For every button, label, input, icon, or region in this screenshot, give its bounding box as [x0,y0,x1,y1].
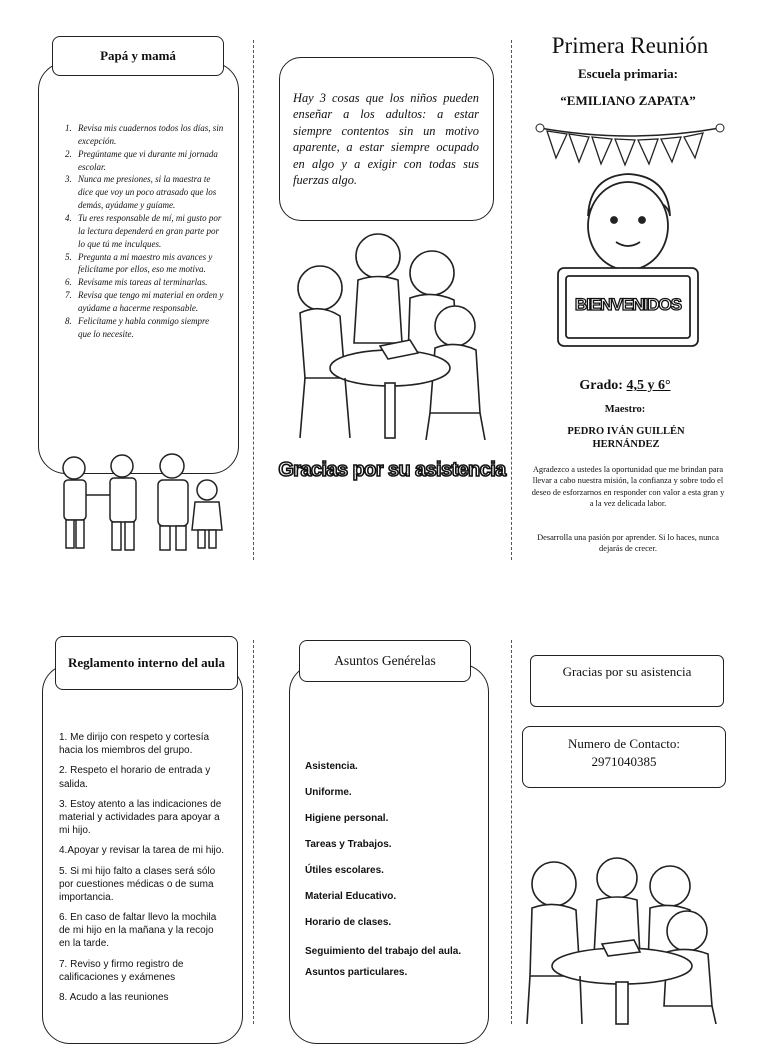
topics-tab-title: Asuntos Genérelas [334,652,436,668]
list-item: Material Educativo. [305,891,397,902]
list-item: Asuntos particulares. [305,967,408,978]
motto-text: Desarrolla una pasión por aprender. Si lo haces, nunca dejarás de crecer. [537,533,719,554]
grade-line [520,378,730,394]
contact-box [522,726,726,788]
topics-tab [299,640,471,682]
contact-number: 2971040385 [591,753,657,769]
list-item: 5. Si mi hijo falto a clases será sólo por cuestiones médicas o de suma importancia. [59,865,216,903]
thanks-box-text: Gracias por su asistencia [562,664,692,679]
thanks-paragraph: Agradezco a ustedes la oportunidad que me brindan para llevar a cabo nuestra misión, la confianza y sobre todo el deseo de esforzarnos en responder con valor a esta gran y a la vez delicada labor. [531,465,725,509]
family-illustration [52,450,232,560]
fold-line [511,40,512,560]
kids-reading-illustration [290,228,495,448]
grade-label: Grado: [579,378,623,393]
rules-list [59,731,227,1011]
welcome-sign-text: BIENVENIDOS [574,295,682,314]
page-title: Primera Reunión [551,33,709,58]
fold-line [253,640,254,1024]
rules-tab [55,636,238,690]
list-item: 7. Revisa que tengo mi material en orden y ayúdame a hacerme responsable. [74,289,224,315]
list-item: Higiene personal. [305,813,389,824]
rules-tab-title: Reglamento interno del aula [67,654,226,670]
school-name: “EMILIANO ZAPATA” [560,93,696,108]
list-item: 8. Acudo a las reuniones [59,992,169,1003]
bunting-decoration [535,120,725,168]
teacher-name: PEDRO IVÁN GUILLÉN HERNÁNDEZ [567,426,685,450]
kids-table-illustration [522,856,722,1024]
topics-list [305,761,465,993]
list-item: 5. Pregunta a mi maestro mis avances y felicítame por ellos, eso me motiva. [74,251,224,277]
list-item: 1. Me dirijo con respeto y cortesía hacia los miembros del grupo. [59,732,210,757]
teacher-label: Maestro: [604,404,646,415]
list-item: 3. Estoy atento a las indicaciones de material y actividades para apoyar a mi hijo. [59,798,222,837]
list-item: 6. En caso de faltar llevo la mochila de mi hijo en la mañana y la recojo en la tarde. [59,912,217,950]
list-item: 8. Felicítame y habla conmigo siempre que lo necesite. [74,315,224,341]
list-item: Uniforme. [305,787,352,798]
welcome-sign [566,280,690,330]
parents-tab [52,36,224,76]
thanks-box [530,655,724,707]
list-item: 4.Apoyar y revisar la tarea de mi hijo. [59,845,225,857]
list-item: Tareas y Trabajos. [305,839,392,850]
thanks-banner [278,452,506,488]
list-item: Asistencia. [305,761,358,772]
list-item: 7. Reviso y firmo registro de calificaciones y exámenes [59,958,184,983]
list-item: Horario de clases. [305,917,392,928]
fold-line [511,640,512,1024]
list-item: 1. Revisa mis cuadernos todos los días, sin excepción. [74,122,224,148]
school-label: Escuela primaria: [577,66,678,81]
list-item: Útiles escolares. [305,865,384,876]
grade-value: 4,5 y 6° [626,378,671,393]
list-item: 4. Tu eres responsable de mí, mi gusto por la lectura dependerá en gran parte por lo que tú me inculques. [74,212,224,251]
quote-text: Hay 3 cosas que los niños pueden enseñar a los adultos: a estar siempre contentos sin un motivo aparente, a estar siempre ocupado en algo y a exigir con todas sus fuerzas algo. [293,91,479,187]
list-item: Seguimiento del trabajo del aula. [305,946,462,957]
thanks-banner-text: Gracias por su asistencia [278,458,506,481]
list-item: 3. Nunca me presiones, si la maestra te dice que voy un poco atrasado que los demás, ayúdame y guíame. [74,173,224,212]
fold-line [253,40,254,560]
list-item: 2. Respeto el horario de entrada y salida. [59,765,211,790]
contact-label: Numero de Contacto: [568,736,680,751]
list-item: 6. Revísame mis tareas al terminarlas. [74,276,224,289]
parents-tab-title: Papá y mamá [100,47,176,63]
list-item: 2. Pregúntame que vi durante mi jornada escolar. [74,148,224,174]
parents-list [52,122,224,341]
